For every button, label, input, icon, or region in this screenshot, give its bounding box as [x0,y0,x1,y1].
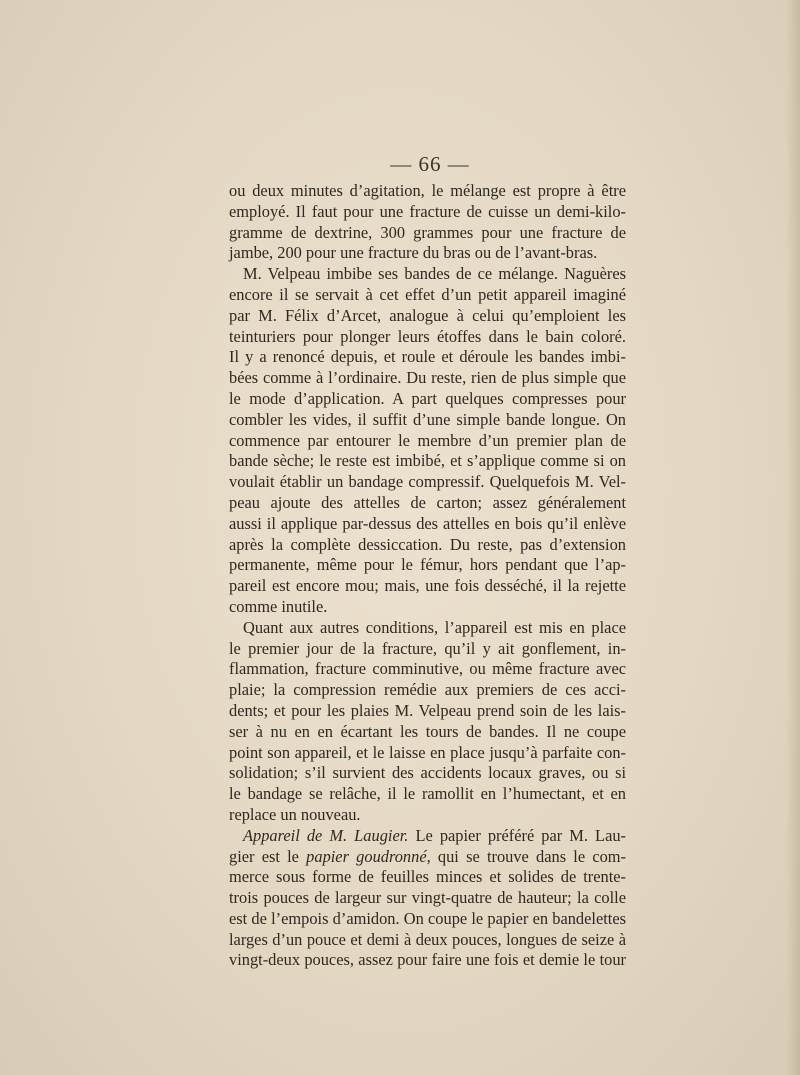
text-line: solidation; s’il survient des accidents locaux graves, ou si [229,763,626,783]
text-line: ou deux minutes d’agitation, le mélange est propre à être [229,181,626,200]
text-line: trois pouces de largeur sur vingt-quatre de hauteur; la colle [229,888,626,908]
text-run: gier est le [229,846,307,866]
text-line: par M. Félix d’Arcet, analogue à celui qu’emploient les [229,305,626,325]
text-line: pareil est encore mou; mais, une fois desséché, il la rejette [229,576,626,596]
text-line: comme inutile. [229,596,328,616]
text-line: merce sous forme de feuilles minces et solides de trente- [229,867,626,887]
text-line: gramme de dextrine, 300 grammes pour une fracture de [229,222,626,242]
text-line: voulait établir un bandage compressif. Quelquefois M. Vel- [229,472,626,492]
text-run: qui se trouve dans le com- [430,846,627,866]
text-line: permanente, même pour le fémur, hors pendant que l’ap- [229,555,626,575]
text-line: replace un nouveau. [229,804,361,824]
text-line: commence par entourer le membre d’un premier plan de [229,430,626,450]
text-run: Le papier préféré par M. Lau- [408,825,626,845]
text-line: vingt-deux pouces, assez pour faire une fois et demie le tour [229,950,626,970]
text-line: Il y a renoncé depuis, et roule et déroule les bandes imbi- [229,347,626,367]
text-line: teinturiers pour plonger leurs étoffes dans le bain coloré. [229,326,626,346]
text-line: flammation, fracture comminutive, ou même fracture avec [229,659,626,679]
text-line: jambe, 200 pour une fracture du bras ou de l’avant-bras. [229,243,598,263]
text-line: dents; et pour les plaies M. Velpeau prend soin de les lais- [229,700,626,720]
text-line: ser à nu en en écartant les tours de bandes. Il ne coupe [229,721,626,741]
text-line: le mode d’application. A part quelques compresses pour [229,388,626,408]
text-line: après la complète dessiccation. Du reste, pas d’extension [229,534,626,554]
text-line: encore il se servait à cet effet d’un petit appareil imaginé [229,284,626,304]
text-line: aussi il applique par-dessus des attelles en bois qu’il enlève [229,513,626,533]
text-line: employé. Il faut pour une fracture de cuisse un demi-kilo- [229,201,626,221]
page-number: — 66 — [390,152,470,176]
text-line: plaie; la compression remédie aux premiers de ces acci- [229,680,626,700]
text-line: larges d’un pouce et demi à deux pouces, longues de seize à [229,929,626,949]
text-line [229,826,626,847]
text-line: point son appareil, et le laisse en place jusqu’à parfaite con- [229,742,626,762]
text-line: le premier jour de la fracture, qu’il y ait gonflement, in- [229,638,626,658]
text-line: M. Velpeau imbibe ses bandes de ce mélange. Naguères [243,264,626,284]
text-line: le bandage se relâche, il le ramollit en l’humectant, et en [229,784,626,804]
text-line: bande sèche; le reste est imbibé, et s’applique comme si on [229,451,626,471]
section-heading-italic: Appareil de M. Laugier. [243,825,409,845]
text-line: combler les vides, il suffit d’une simple bande longue. On [229,409,626,429]
body-text [229,181,626,971]
italic-term: papier goudronné, [306,846,431,866]
text-line: est de l’empois d’amidon. On coupe le papier en bandelettes [229,908,626,928]
text-line: peau ajoute des attelles de carton; assez généralement [229,492,626,512]
text-line: Quant aux autres conditions, l’appareil est mis en place [243,617,626,637]
text-line [229,847,626,868]
text-line: bées comme à l’ordinaire. Du reste, rien de plus simple que [229,368,626,388]
